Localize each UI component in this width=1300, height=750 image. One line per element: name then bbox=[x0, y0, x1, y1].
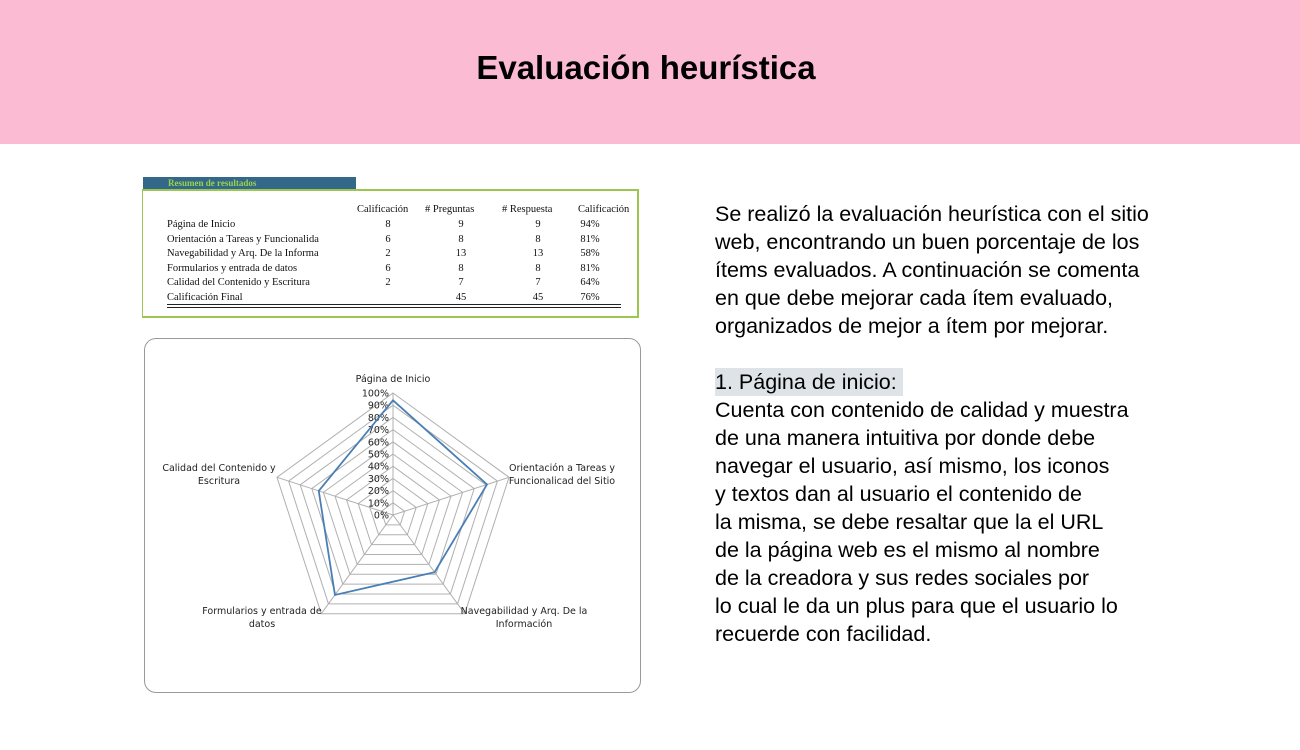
summary-table-tab-label: Resumen de resultados bbox=[168, 178, 257, 188]
table-cell: 94% bbox=[580, 219, 600, 230]
section-body: Cuenta con contenido de calidad y muestra de una manera intuitiva por donde debe navegar el usuario, así mismo, los iconos y textos dan al usuario el contenido de la misma, se debe resaltar que la el URL de la página web es el mismo al nombre de la creadora y sus redes sociales por lo cual le da un plus para que el usuario lo recuerde con facilidad. bbox=[715, 398, 1129, 646]
table-cell: 2 bbox=[385, 248, 391, 260]
radar-spoke bbox=[393, 477, 509, 515]
table-row-label: Calidad del Contenido y Escritura bbox=[167, 277, 310, 289]
radar-tick-label: 100% bbox=[361, 388, 389, 400]
radar-tick-label: 70% bbox=[367, 425, 389, 437]
table-cell: 9 bbox=[458, 219, 464, 230]
radar-category-label: Funcionalicad del Sitio bbox=[508, 476, 616, 487]
table-header-cell: # Preguntas bbox=[425, 204, 475, 215]
table-row-label: Navegabilidad y Arq. De la Informa bbox=[167, 248, 319, 260]
table-cell: 8 bbox=[535, 262, 541, 274]
radar-tick-label: 30% bbox=[367, 473, 389, 485]
table-cell: 13 bbox=[455, 248, 467, 260]
radar-category-label: Página de Inicio bbox=[355, 374, 431, 385]
table-cell: 7 bbox=[535, 277, 541, 289]
radar-tick-label: 90% bbox=[367, 400, 389, 412]
table-cell: 81% bbox=[580, 262, 600, 274]
radar-tick-label: 50% bbox=[367, 449, 389, 461]
table-cell: 58% bbox=[580, 248, 600, 260]
table-header-cell: Calificación bbox=[578, 204, 630, 215]
table-final-cell: 76% bbox=[580, 292, 600, 303]
table-total-rule bbox=[167, 304, 621, 305]
table-cell: 9 bbox=[535, 219, 541, 230]
text-column bbox=[715, 200, 1275, 648]
radar-data-point bbox=[486, 484, 488, 486]
table-cell: 8 bbox=[385, 219, 391, 230]
table-cell: 2 bbox=[385, 277, 391, 289]
table-cell: 7 bbox=[458, 277, 464, 289]
radar-category-label: Navegabilidad y Arq. De la bbox=[460, 606, 588, 617]
table-row-label: Formularios y entrada de datos bbox=[167, 262, 298, 274]
table-cell: 8 bbox=[458, 262, 464, 274]
radar-tick-label: 60% bbox=[367, 437, 389, 449]
radar-data-point bbox=[392, 400, 394, 402]
table-final-cell: 45 bbox=[455, 292, 467, 303]
radar-category-label: Información bbox=[495, 619, 553, 630]
radar-category-label: Orientación a Tareas y bbox=[509, 463, 615, 474]
radar-data-point bbox=[434, 571, 436, 573]
table-cell: 13 bbox=[532, 248, 544, 260]
radar-tick-label: 10% bbox=[367, 498, 389, 510]
table-header-cell: # Respuesta bbox=[502, 204, 553, 215]
table-cell: 8 bbox=[535, 233, 541, 245]
radar-tick-label: 0% bbox=[373, 510, 389, 522]
table-cell: 6 bbox=[385, 262, 391, 274]
table-row-label: Orientación a Tareas y Funcionalida bbox=[167, 233, 319, 245]
table-row-label: Página de Inicio bbox=[167, 219, 236, 230]
radar-tick-label: 40% bbox=[367, 461, 389, 473]
table-final-cell: 45 bbox=[532, 292, 544, 303]
table-cell: 81% bbox=[580, 233, 600, 245]
table-cell: 8 bbox=[458, 233, 464, 245]
slide-title: Evaluación heurística bbox=[476, 49, 816, 86]
radar-tick-label: 20% bbox=[367, 486, 389, 498]
section-heading: 1. Página de inicio: bbox=[715, 368, 903, 396]
table-header-cell: Calificación bbox=[357, 204, 409, 215]
radar-category-label: Escritura bbox=[197, 476, 241, 487]
intro-paragraph: Se realizó la evaluación heurística con el sitio web, encontrando un buen porcentaje de los ítems evaluados. A continuación se comenta en que debe mejorar cada ítem evaluado, organizados de mejor a ítem por mejorar. bbox=[715, 202, 1149, 338]
radar-tick-label: 80% bbox=[367, 412, 389, 424]
table-final-label: Calificación Final bbox=[167, 292, 243, 303]
table-cell: 64% bbox=[580, 277, 600, 289]
radar-category-label: datos bbox=[248, 619, 276, 630]
radar-category-label: Calidad del Contenido y bbox=[162, 463, 276, 474]
radar-chart bbox=[144, 338, 641, 693]
radar-data-point bbox=[318, 490, 320, 492]
radar-category-label: Formularios y entrada de bbox=[202, 606, 322, 617]
table-cell: 6 bbox=[385, 233, 391, 245]
table-total-rule bbox=[167, 307, 621, 308]
radar-data-point bbox=[334, 594, 336, 596]
